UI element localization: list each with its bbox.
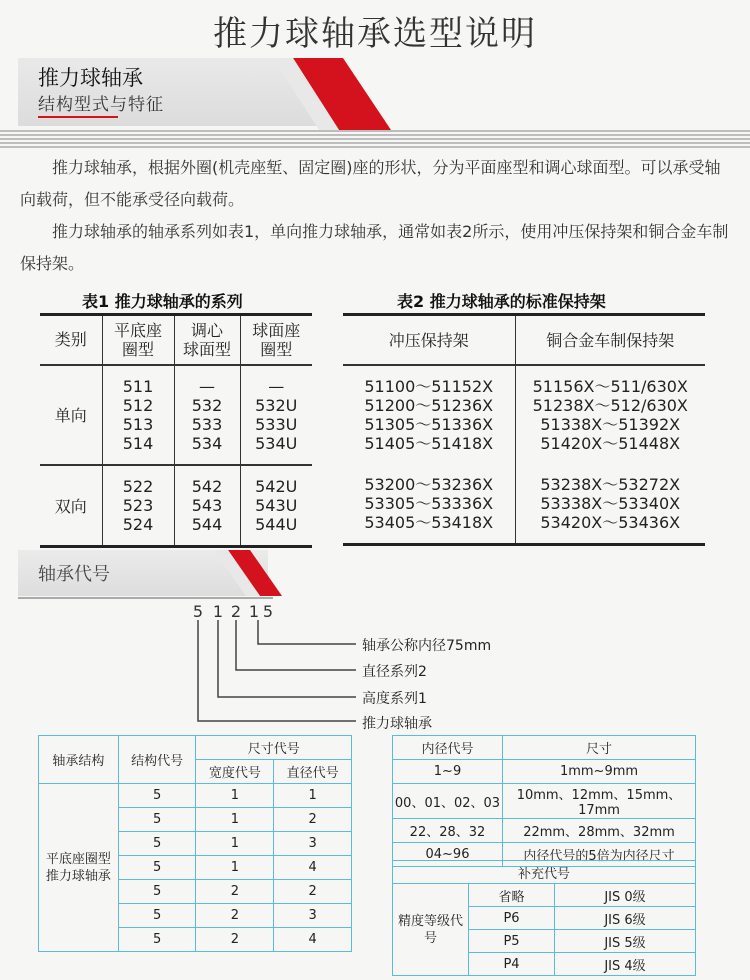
t1-category-single: 单向 — [40, 365, 102, 465]
t2-header-copper: 铜合金车制保持架 — [515, 315, 705, 365]
page-title: 推力球轴承选型说明 — [213, 14, 537, 54]
t4-header-size: 尺寸 — [503, 736, 696, 760]
t3-cell: 2 — [196, 928, 274, 952]
code-label-height: 高度系列1 — [362, 691, 427, 707]
t1-header-sphere: 球面座 圈型 — [240, 315, 312, 365]
t2-header-pressed: 冲压保持架 — [343, 315, 515, 365]
section-title: 轴承代号 — [38, 564, 110, 585]
t4-cell: 00、01、02、03 — [393, 784, 503, 819]
t3-header-size: 尺寸代号 — [196, 736, 352, 760]
t4-cell: 1~9 — [393, 760, 503, 784]
t5-cell: P4 — [469, 953, 555, 976]
t4-cell: 22、28、32 — [393, 819, 503, 843]
t3-cell: 5 — [118, 808, 196, 832]
code-digit: 5 — [262, 602, 274, 621]
t1-header-category: 类别 — [40, 315, 102, 365]
section-subtitle: 结构型式与特征 — [38, 95, 164, 115]
t4-header-code: 内径代号 — [393, 736, 503, 760]
code-digit: 5 — [192, 602, 204, 621]
code-label-diameter: 直径系列2 — [362, 664, 427, 680]
t3-cell: 3 — [274, 904, 352, 928]
t5-cell: P5 — [469, 930, 555, 953]
t5-header: 补充代号 — [393, 861, 696, 884]
accent-underline — [38, 116, 118, 118]
t1-cell-flat: 511 512 513 514 — [102, 365, 174, 465]
table1-caption: 表1 推力球轴承的系列 — [82, 292, 243, 311]
series-table — [40, 313, 312, 548]
code-digit: 1 — [212, 602, 224, 621]
t5-cell: 省略 — [469, 884, 555, 907]
paragraph-2: 推力球轴承的轴承系列如表1，单向推力球轴承，通常如表2所示，使用冲压保持架和铜合金车制保持架。 — [20, 222, 729, 273]
t5-cell: JIS 4级 — [555, 953, 696, 976]
t3-cell: 2 — [196, 904, 274, 928]
t5-cell: JIS 5级 — [555, 930, 696, 953]
t3-cell: 5 — [118, 856, 196, 880]
t3-header-code: 结构代号 — [118, 736, 196, 784]
t2-cell-pressed: 51100～51152X 51200～51236X 51305～51336X 51405～51418X — [343, 365, 515, 465]
intro-paragraph — [20, 152, 732, 280]
t3-header-struct: 轴承结构 — [39, 736, 119, 784]
t5-cell: JIS 6级 — [555, 907, 696, 930]
section-header-code — [18, 550, 318, 600]
t3-cell: 2 — [274, 880, 352, 904]
red-accent-shape — [273, 58, 393, 130]
t1-cell-self: 542 543 544 — [174, 465, 240, 547]
t1-cell-flat: 522 523 524 — [102, 465, 174, 547]
t1-header-self: 调心 球面型 — [174, 315, 240, 365]
code-leader-lines — [190, 620, 360, 730]
t1-cell-sphere: — 532U 533U 534U — [240, 365, 312, 465]
bore-code-table — [392, 735, 696, 867]
t3-header-dia: 直径代号 — [274, 760, 352, 784]
t3-cell: 1 — [274, 784, 352, 808]
code-digit: 1 — [248, 602, 260, 621]
t4-cell: 10mm、12mm、15mm、17mm — [503, 784, 696, 819]
t3-cell: 1 — [196, 856, 274, 880]
t4-cell: 04~96 — [393, 843, 503, 867]
t3-cell: 2 — [196, 880, 274, 904]
t3-cell: 4 — [274, 856, 352, 880]
t3-cell: 5 — [118, 784, 196, 808]
t4-cell: 22mm、28mm、32mm — [503, 819, 696, 843]
paragraph-1: 推力球轴承，根据外圈(机壳座堑、固定圈)座的形状，分为平面座型和调心球面型。可以承受轴向载荷，但不能承受径向载荷。 — [20, 158, 721, 209]
t2-cell-pressed: 53200～53236X 53305～53336X 53405～53418X — [343, 465, 515, 545]
t2-cell-copper: 53238X～53272X 53338X～53340X 53420X～53436X — [540, 475, 681, 533]
section-underline — [18, 597, 273, 599]
section-header-structure — [18, 58, 378, 130]
t4-cell: 内径代号的5倍为内径尺寸 — [503, 843, 696, 867]
code-label-type: 推力球轴承 — [362, 716, 432, 732]
t3-cell: 1 — [196, 808, 274, 832]
red-accent-shape — [214, 550, 284, 598]
t3-header-width: 宽度代号 — [196, 760, 274, 784]
cage-table — [343, 313, 705, 546]
t3-cell: 5 — [118, 880, 196, 904]
t1-cell-self: — 532 533 534 — [174, 365, 240, 465]
t3-cell: 5 — [118, 904, 196, 928]
code-label-bore: 轴承公称内径75mm — [362, 638, 492, 654]
t1-category-double: 双向 — [40, 465, 102, 547]
code-digit: 2 — [230, 602, 242, 621]
t2-cell-copper: 51156X～511/630X 51238X～512/630X 51338X～51392X 51420X～51448X — [532, 377, 688, 453]
t3-cell: 1 — [196, 832, 274, 856]
table2-caption: 表2 推力球轴承的标准保持架 — [397, 292, 606, 311]
t3-cell: 4 — [274, 928, 352, 952]
t3-cell: 3 — [274, 832, 352, 856]
t4-cell: 1mm~9mm — [503, 760, 696, 784]
t5-cell: P6 — [469, 907, 555, 930]
structure-code-table — [38, 735, 352, 952]
t5-group: 精度等级代 号 — [393, 884, 469, 976]
t5-cell: JIS 0级 — [555, 884, 696, 907]
t1-header-flat: 平底座 圈型 — [102, 315, 174, 365]
t3-cell: 1 — [196, 784, 274, 808]
t3-cell: 2 — [274, 808, 352, 832]
t1-cell-sphere: 542U 543U 544U — [255, 476, 298, 534]
t3-cell: 5 — [118, 832, 196, 856]
supplementary-code-table — [392, 860, 696, 976]
section-title: 推力球轴承 — [38, 66, 143, 90]
divider-stripes — [0, 130, 750, 150]
t3-cell: 5 — [118, 928, 196, 952]
t3-struct-name: 平底座圈型 推力球轴承 — [39, 784, 119, 952]
